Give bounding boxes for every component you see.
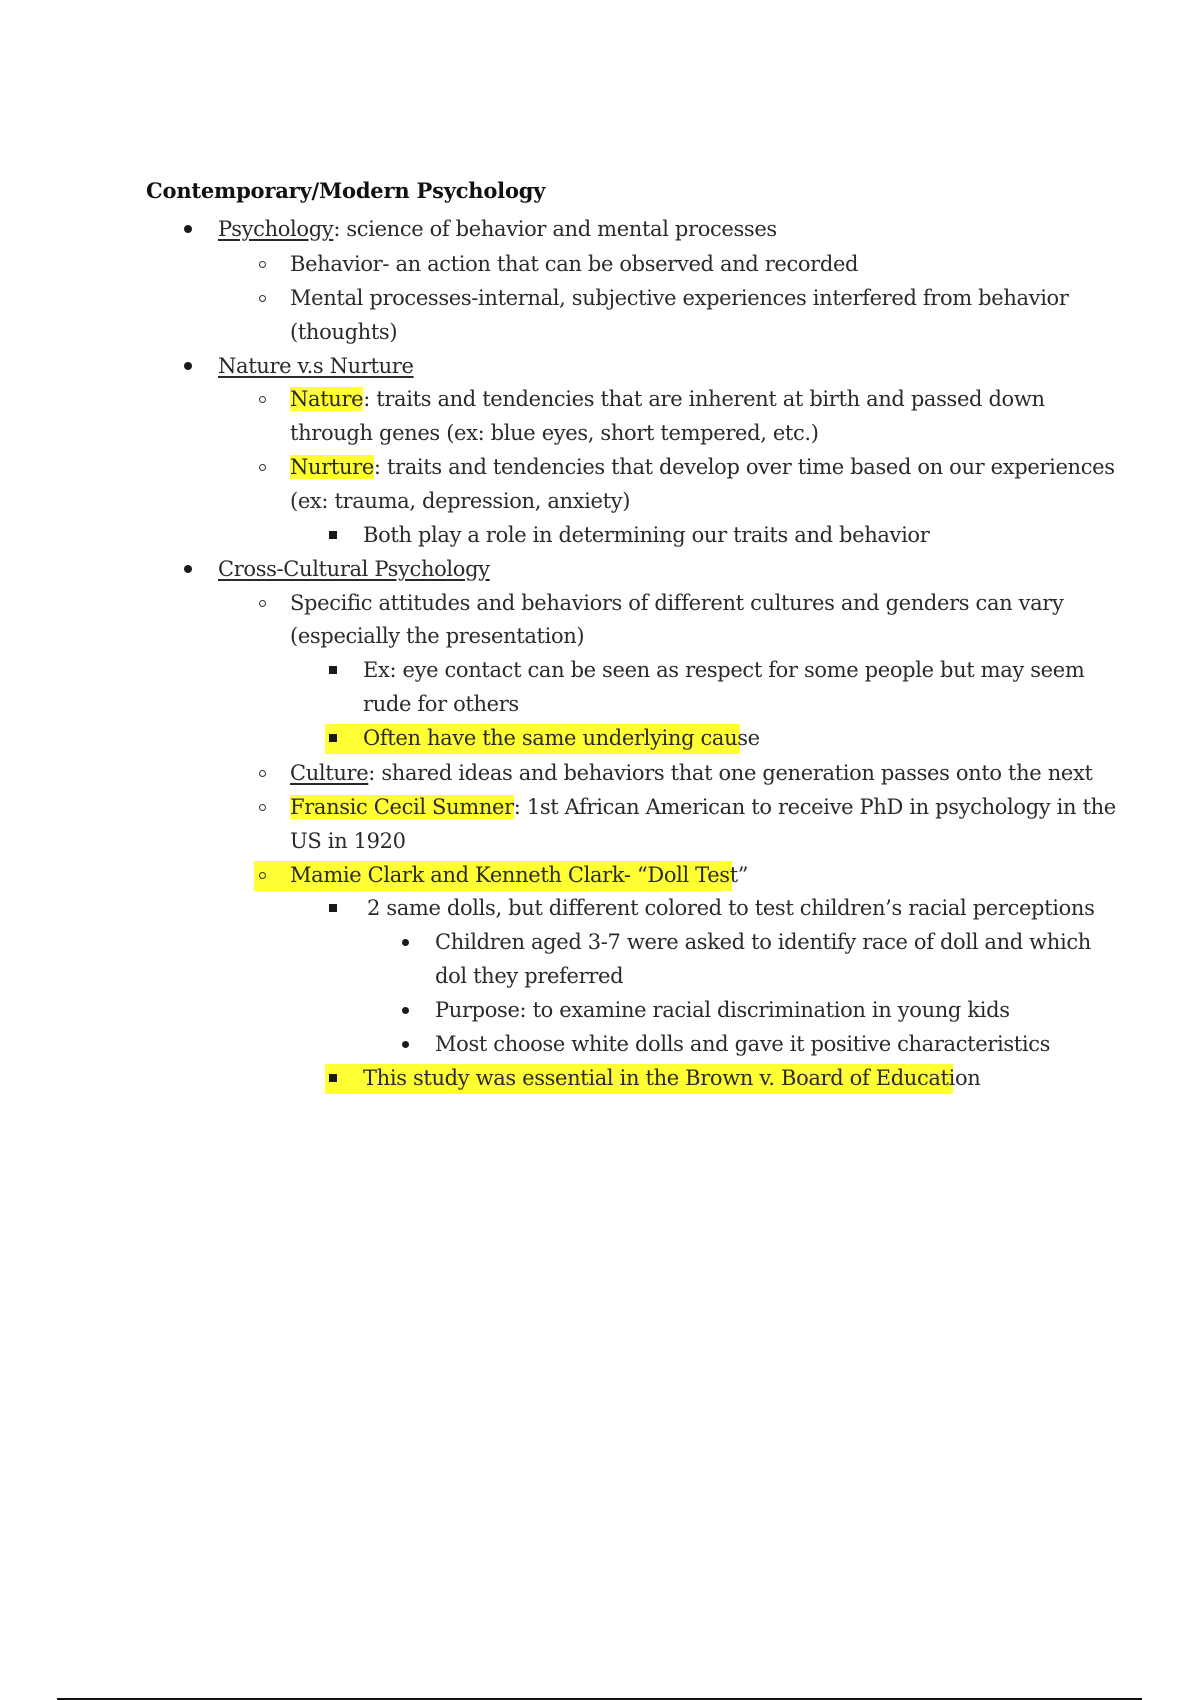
bullet-circle-icon — [254, 756, 270, 790]
list-item-nature-cont: through genes (ex: blue eyes, short tempered, etc.) — [290, 421, 819, 445]
list-item-mental-processes: Mental processes-internal, subjective experiences interfered from behavior — [290, 286, 1069, 310]
list-item-nurture-cont: (ex: trauma, depression, anxiety) — [290, 489, 631, 513]
bullet-square-icon — [325, 891, 341, 925]
term-culture: Culture — [290, 761, 369, 785]
list-item-sumner-cont: US in 1920 — [290, 829, 406, 853]
list-item-children: Children aged 3-7 were asked to identify race of doll and which — [435, 930, 1091, 954]
list-item-ex: Ex: eye contact can be seen as respect for some people but may seem — [363, 658, 1085, 682]
definition-psychology: : science of behavior and mental processes — [333, 217, 777, 241]
list-item-brown: This study was essential in the Brown v. Board of Education — [363, 1066, 981, 1090]
bullet-dot-icon — [397, 1027, 413, 1061]
list-item-behavior: Behavior- an action that can be observed and recorded — [290, 252, 859, 276]
bullet-circle-icon — [254, 450, 270, 484]
heading-nature-nurture: Nature v.s Nurture — [218, 354, 414, 378]
bullet-dot-icon — [397, 925, 413, 959]
list-item-specific-cont: (especially the presentation) — [290, 624, 585, 648]
list-item-mental-processes-cont: (thoughts) — [290, 320, 398, 344]
bullet-circle-icon — [254, 382, 270, 416]
term-nature: Nature — [290, 387, 364, 411]
list-item-psychology — [218, 212, 777, 246]
bullet-dot-icon — [180, 212, 196, 246]
heading-cross-cultural: Cross-Cultural Psychology — [218, 557, 490, 581]
bullet-dot-icon — [397, 993, 413, 1027]
bullet-square-icon — [325, 721, 341, 755]
list-item-most: Most choose white dolls and gave it positive characteristics — [435, 1032, 1051, 1056]
list-item-nature: Nature: traits and tendencies that are inherent at birth and passed down — [290, 387, 1045, 411]
list-item-children-cont: dol they preferred — [435, 964, 624, 988]
list-item-often: Often have the same underlying cause — [363, 726, 760, 750]
term-nurture: Nurture — [290, 455, 374, 479]
bullet-circle-icon — [254, 281, 270, 315]
term-psychology: Psychology — [218, 217, 334, 241]
list-item-ex-cont: rude for others — [363, 692, 519, 716]
bullet-circle-icon — [254, 586, 270, 620]
bullet-square-icon — [325, 653, 341, 687]
list-item-culture: Culture: shared ideas and behaviors that one generation passes onto the next — [290, 761, 1093, 785]
bullet-square-icon — [325, 518, 341, 552]
page-title: Contemporary/Modern Psychology — [146, 178, 546, 203]
bullet-circle-icon — [254, 858, 270, 892]
bullet-square-icon — [325, 1061, 341, 1095]
list-item-both: Both play a role in determining our traits and behavior — [363, 523, 930, 547]
term-sumner: Fransic Cecil Sumner — [290, 795, 514, 819]
bullet-circle-icon — [254, 790, 270, 824]
list-item-specific: Specific attitudes and behaviors of different cultures and genders can vary — [290, 591, 1064, 615]
bullet-circle-icon — [254, 247, 270, 281]
list-item-dolls: 2 same dolls, but different colored to test children’s racial perceptions — [367, 896, 1095, 920]
bullet-dot-icon — [180, 552, 196, 586]
list-item-sumner: Fransic Cecil Sumner: 1st African American to receive PhD in psychology in the — [290, 795, 1116, 819]
list-item-purpose: Purpose: to examine racial discrimination in young kids — [435, 998, 1010, 1022]
bullet-dot-icon — [180, 349, 196, 383]
list-item-nurture: Nurture: traits and tendencies that develop over time based on our experiences — [290, 455, 1115, 479]
list-item-clark: Mamie Clark and Kenneth Clark- “Doll Test” — [290, 863, 749, 887]
